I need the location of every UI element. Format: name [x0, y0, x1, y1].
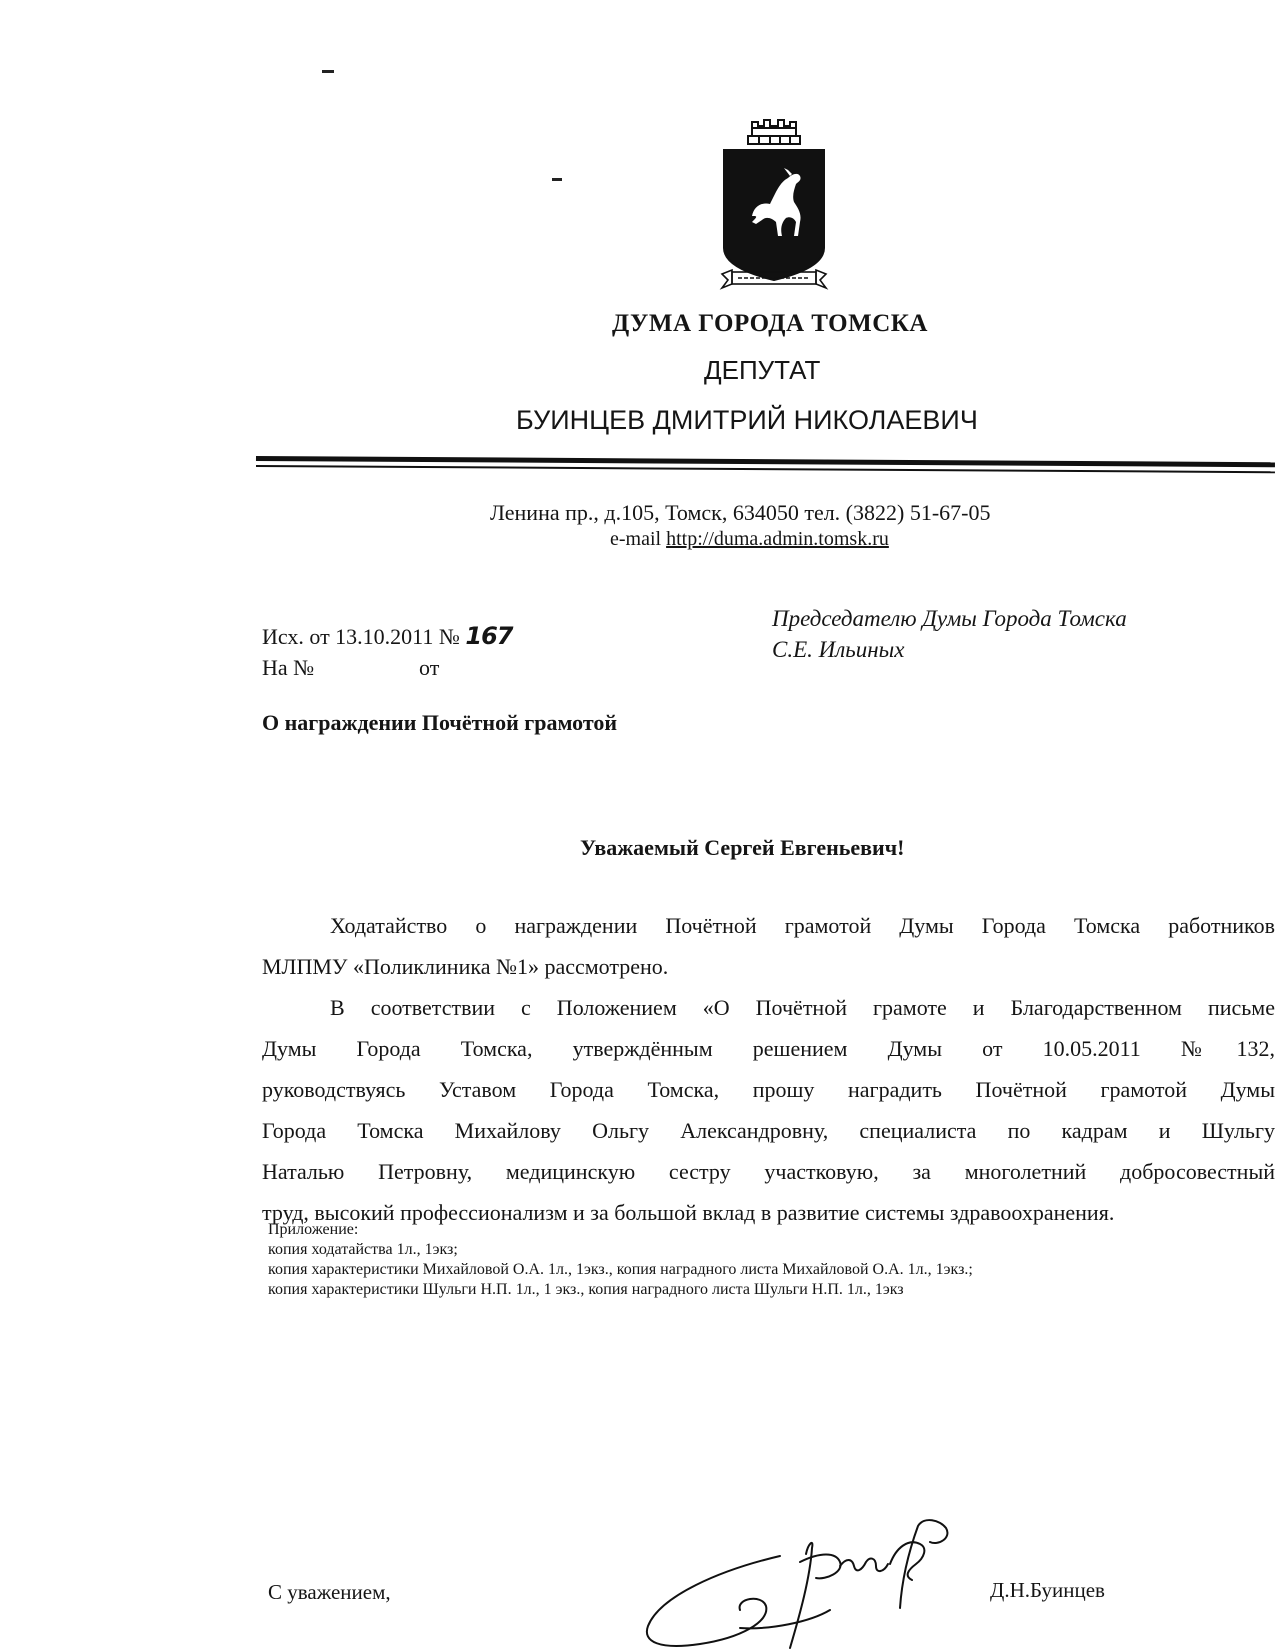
- recipient-block: [772, 603, 1127, 665]
- outgoing-reference: [262, 622, 512, 650]
- signer-name: Д.Н.Буинцев: [990, 1578, 1105, 1602]
- scan-speck: [552, 178, 562, 181]
- letter-body: [262, 905, 1275, 1233]
- body-line: труд, высокий профессионализм и за большой вклад в развитие системы здравоохранения.: [262, 1200, 1115, 1225]
- body-line: Наталью Петровну, медицинскую сестру участковую, за многолетний добросовестный: [262, 1159, 1275, 1184]
- email-line: [610, 528, 889, 551]
- body-line: Ходатайство о награждении Почётной грамотой Думы Города Томска работников: [330, 913, 1275, 938]
- handwritten-signature: [640, 1518, 1010, 1650]
- body-line: В соответствии с Положением «О Почётной грамоте и Благодарственном письме: [330, 995, 1275, 1020]
- outgoing-reference-text: Исх. от 13.10.2011 №: [262, 624, 460, 649]
- outgoing-number-handwritten: 167: [465, 622, 513, 650]
- attachments: [268, 1220, 1268, 1300]
- letter-subject: О награждении Почётной грамотой: [262, 710, 618, 735]
- incoming-reference: [262, 655, 440, 681]
- address-line: Ленина пр., д.105, Томск, 634050 тел. (3822) 51-67-05: [490, 500, 991, 525]
- incoming-from-label: от: [419, 655, 440, 680]
- body-line: Города Томска Михайлову Ольгу Александровну, специалиста по кадрам и Шульгу: [262, 1118, 1275, 1143]
- greeting: Уважаемый Сергей Евгеньевич!: [580, 835, 905, 860]
- position-title: ДЕПУТАТ: [704, 355, 821, 385]
- attachment-item: копия ходатайства 1л., 1экз;: [268, 1241, 458, 1258]
- recipient-title: Председателю Думы Города Томска: [772, 606, 1127, 631]
- scan-speck: [322, 70, 334, 73]
- deputy-name: БУИНЦЕВ ДМИТРИЙ НИКОЛАЕВИЧ: [516, 405, 978, 435]
- body-line: МЛПМУ «Поликлиника №1» рассмотрено.: [262, 954, 669, 979]
- email-label: e-mail: [610, 528, 662, 550]
- tomsk-coat-of-arms-icon: [718, 112, 830, 294]
- body-line: руководствуясь Уставом Города Томска, прошу наградить Почётной грамотой Думы: [262, 1077, 1275, 1102]
- body-line: Думы Города Томска, утверждённым решением Думы от 10.05.2011 №132,: [262, 1036, 1275, 1061]
- organization-title: ДУМА ГОРОДА ТОМСКА: [612, 310, 928, 337]
- recipient-name: С.Е. Ильиных: [772, 637, 905, 662]
- incoming-reference-label: На №: [262, 655, 315, 680]
- email-link[interactable]: http://duma.admin.tomsk.ru: [666, 528, 889, 550]
- attachment-item: копия характеристики Михайловой О.А. 1л., 1экз., копия наградного листа Михайловой О.А. 1л., 1экз.;: [268, 1261, 973, 1278]
- closing-phrase: С уважением,: [268, 1580, 391, 1604]
- attachments-title: Приложение:: [268, 1221, 359, 1238]
- attachment-item: копия характеристики Шульги Н.П. 1л., 1 экз., копия наградного листа Шульги Н.П. 1л., 1экз: [268, 1281, 904, 1298]
